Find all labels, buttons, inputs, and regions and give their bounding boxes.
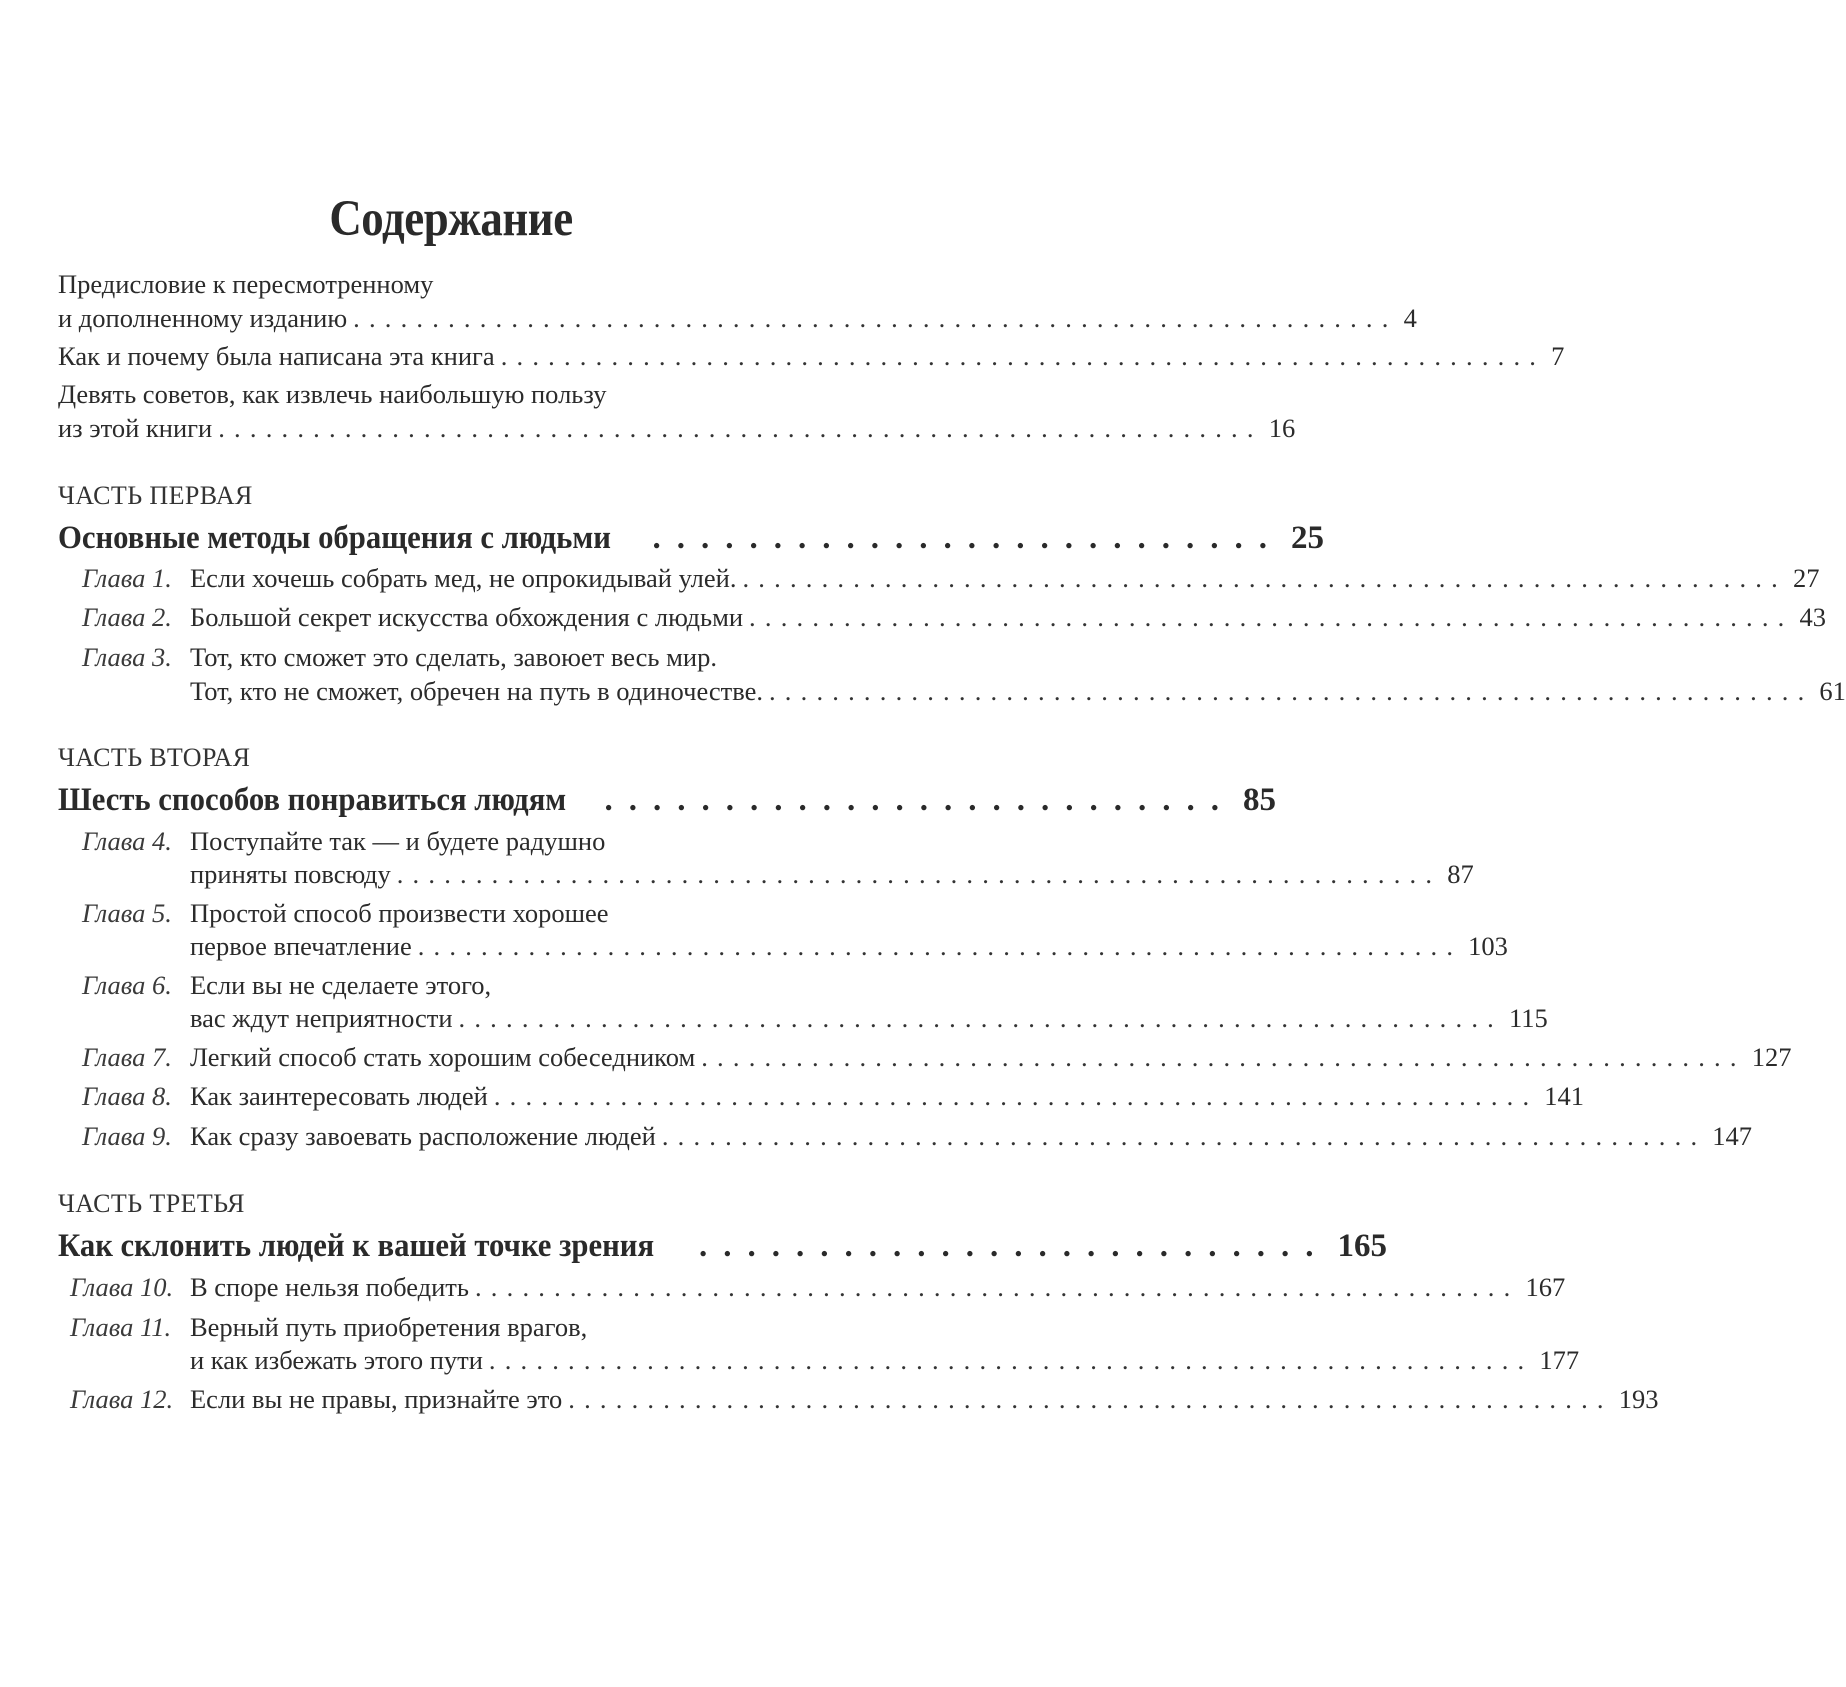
page-number: 4 <box>1403 303 1417 333</box>
leader-dots: .......................... <box>698 1228 1330 1264</box>
entry-text: Верный путь приобретения врагов, <box>190 1312 588 1342</box>
page-number: 16 <box>1268 413 1296 443</box>
chapter-label: Глава 5. <box>82 898 172 928</box>
entry-text: Как заинтересовать людей <box>190 1081 488 1111</box>
entry-text: и дополненному изданию <box>58 303 348 333</box>
part-label: ЧАСТЬ ПЕРВАЯ <box>58 481 253 510</box>
chapter-label: Глава 7. <box>82 1042 172 1072</box>
entry-text: приняты повсюду <box>190 859 391 889</box>
page-number: 177 <box>1539 1345 1580 1375</box>
entry-text: Тот, кто сможет это сделать, завоюет весь мир. <box>190 642 717 672</box>
part-title: Как склонить людей к вашей точке зрения <box>58 1228 655 1264</box>
page-title: Содержание <box>329 191 573 247</box>
page-number: 141 <box>1544 1081 1585 1111</box>
leader-dots: .................................................................. <box>488 1345 1534 1375</box>
part-title-row[interactable] <box>58 518 1325 558</box>
entry-text: Предисловие к пересмотренному <box>58 269 434 299</box>
part-title-row[interactable] <box>58 780 1276 820</box>
page-number: 167 <box>1525 1272 1566 1302</box>
leader-dots: .................................................................. <box>396 859 1442 889</box>
entry-text: Если вы не сделаете этого, <box>190 970 492 1000</box>
entry-text: Если вы не правы, признайте это <box>190 1384 563 1414</box>
page-number: 87 <box>1447 859 1474 889</box>
entry-text: Легкий способ стать хорошим собеседником <box>190 1042 696 1072</box>
page-number: 147 <box>1712 1121 1753 1151</box>
chapter-label: Глава 12. <box>70 1384 174 1414</box>
page-number: 115 <box>1508 1003 1548 1033</box>
leader-dots: .................................................................. <box>458 1003 1503 1033</box>
page-number: 193 <box>1618 1384 1659 1414</box>
entry-text: Большой секрет искусства обхождения с людьми <box>190 602 744 632</box>
entry-text: из этой книги <box>58 413 213 443</box>
entry-text: Как сразу завоевать расположение людей <box>190 1121 656 1151</box>
page-number: 7 <box>1551 341 1565 371</box>
page-number: 165 <box>1337 1228 1387 1264</box>
entry-text: первое впечатление <box>190 931 412 961</box>
entry-text: Простой способ произвести хорошее <box>190 898 609 928</box>
entry-text: Девять советов, как извлечь наибольшую пользу <box>58 379 607 409</box>
leader-dots: .................................................................. <box>568 1384 1613 1414</box>
leader-dots: .................................................................. <box>749 602 1794 632</box>
leader-dots: .................................................................. <box>493 1081 1539 1111</box>
entry-text: Поступайте так — и будете радушно <box>190 826 606 856</box>
part-title: Основные методы обращения с людьми <box>58 520 611 556</box>
part-title-row[interactable] <box>58 1226 1387 1266</box>
leader-dots: .......................... <box>652 520 1284 556</box>
page-number: 61 <box>1819 676 1846 706</box>
chapter-label: Глава 1. <box>82 563 172 593</box>
chapter-label: Глава 2. <box>82 602 172 632</box>
leader-dots: .................................................................. <box>661 1121 1707 1151</box>
chapter-label: Глава 3. <box>82 642 172 672</box>
part-label: ЧАСТЬ ВТОРАЯ <box>58 743 251 772</box>
entry-text: вас ждут неприятности <box>190 1003 453 1033</box>
leader-dots: .......................... <box>604 782 1235 818</box>
page-number: 27 <box>1792 563 1820 593</box>
entry-text: В споре нельзя победить <box>190 1272 469 1302</box>
page-number: 43 <box>1799 602 1826 632</box>
chapter-label: Глава 4. <box>82 826 172 856</box>
entry-text: Как и почему была написана эта книга <box>58 341 495 371</box>
leader-dots: .................................................................. <box>701 1042 1746 1072</box>
leader-dots: .................................................................. <box>500 341 1546 371</box>
leader-dots: .................................................................. <box>768 676 1814 706</box>
page-number: 25 <box>1291 520 1325 556</box>
chapter-label: Глава 11. <box>70 1312 172 1342</box>
entry-text: Тот, кто не сможет, обречен на путь в одиночестве. <box>190 676 763 706</box>
page-number: 103 <box>1468 931 1508 961</box>
leader-dots: .................................................................. <box>417 931 1463 961</box>
chapter-label: Глава 6. <box>82 970 172 1000</box>
part-label: ЧАСТЬ ТРЕТЬЯ <box>58 1189 245 1218</box>
page-number: 85 <box>1242 782 1276 818</box>
leader-dots: .................................................................. <box>218 413 1263 443</box>
chapter-label: Глава 10. <box>70 1272 174 1302</box>
entry-text: и как избежать этого пути <box>190 1345 483 1375</box>
leader-dots: .................................................................. <box>474 1272 1520 1302</box>
entry-text: Если хочешь собрать мед, не опрокидывай улей. <box>190 563 737 593</box>
leader-dots: .................................................................. <box>353 303 1398 333</box>
leader-dots: .................................................................. <box>742 563 1787 593</box>
page-number: 127 <box>1751 1042 1792 1072</box>
part-title: Шесть способов понравиться людям <box>58 782 567 818</box>
chapter-label: Глава 8. <box>82 1081 172 1111</box>
chapter-label: Глава 9. <box>82 1121 172 1151</box>
